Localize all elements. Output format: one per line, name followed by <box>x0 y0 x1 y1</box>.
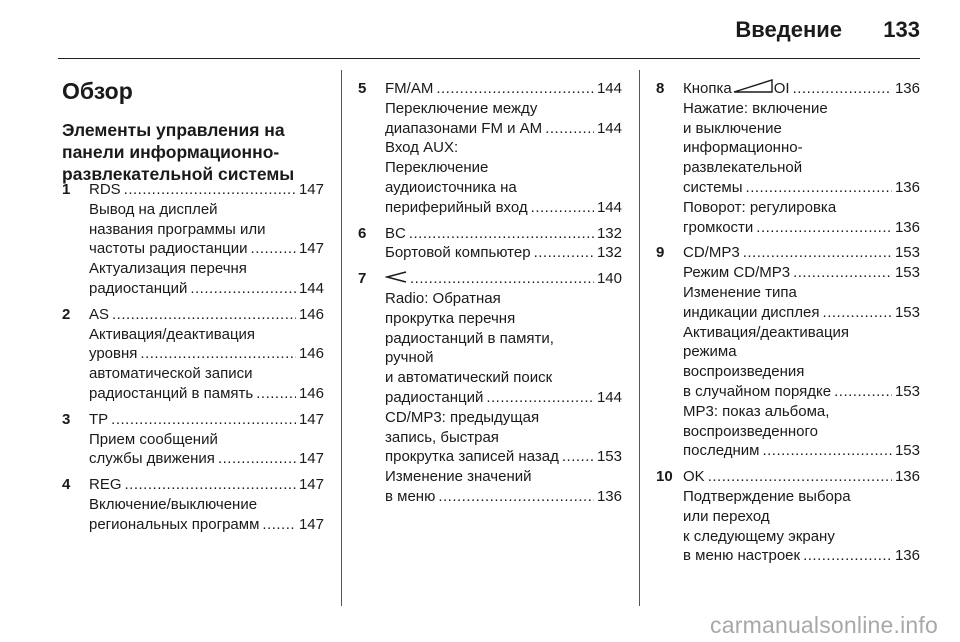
entry-line <box>89 259 324 279</box>
page-reference[interactable]: 153 <box>894 382 920 400</box>
entry-line <box>683 402 920 422</box>
entry-text: информационно- <box>683 139 803 157</box>
page-reference[interactable]: 146 <box>298 305 324 323</box>
page-reference[interactable]: 140 <box>596 270 622 288</box>
page-reference[interactable]: 132 <box>596 224 622 242</box>
section-subtitle: Элементы управления на панели информационно-развлекательной системы <box>62 120 295 184</box>
entry-line <box>385 428 622 448</box>
index-entry <box>62 410 324 469</box>
index-entry <box>62 475 324 534</box>
index-entry <box>62 305 324 404</box>
entry-line <box>89 220 324 240</box>
entry-text: Режим CD/MP3 <box>683 264 791 282</box>
entry-number: 9 <box>656 244 665 262</box>
entry-line <box>89 410 324 430</box>
entry-text: Включение/выключение <box>89 495 258 513</box>
entry-number: 6 <box>358 224 367 242</box>
entry-text: и автоматический поиск <box>385 369 553 387</box>
dot-leader <box>111 410 296 430</box>
entry-line <box>89 239 324 259</box>
entry-text: Подтверждение выбора <box>683 487 851 505</box>
dot-leader <box>125 475 296 495</box>
entry-line <box>385 447 622 467</box>
entry-text: Изменение типа <box>683 283 797 301</box>
entry-text: Кнопка <box>683 80 732 97</box>
page-reference[interactable]: 136 <box>596 487 622 505</box>
entry-line <box>385 99 622 119</box>
entry-line <box>683 178 920 198</box>
entry-text: AS <box>89 305 110 323</box>
page-reference[interactable]: 144 <box>298 279 324 297</box>
entry-text: прокрутка перечня <box>385 309 516 327</box>
page-reference[interactable]: 147 <box>298 410 324 428</box>
dot-leader <box>531 198 594 218</box>
entry-line <box>385 119 622 139</box>
entry-line <box>683 507 920 527</box>
entry-line <box>683 79 920 99</box>
dot-leader <box>793 79 892 99</box>
entry-line <box>89 180 324 200</box>
page-reference[interactable]: 136 <box>894 468 920 486</box>
dot-leader <box>545 119 594 139</box>
dot-leader <box>410 269 594 289</box>
page-reference[interactable]: 132 <box>596 244 622 262</box>
index-entry <box>358 224 622 264</box>
page-reference[interactable]: 153 <box>894 442 920 460</box>
dot-leader <box>438 487 594 507</box>
entry-line <box>683 198 920 218</box>
entry-line <box>683 422 920 442</box>
entry-text: Вход AUX: <box>385 139 459 157</box>
page-reference[interactable]: 147 <box>298 476 324 494</box>
entry-text: CD/MP3 <box>683 244 740 262</box>
page-reference[interactable]: 147 <box>298 240 324 258</box>
entry-line <box>89 495 324 515</box>
entry-text: Бортовой компьютер <box>385 244 531 262</box>
entry-text: BC <box>385 224 406 242</box>
entry-text: Нажатие: включение <box>683 99 828 117</box>
entry-line <box>683 441 920 461</box>
dot-leader <box>562 447 594 467</box>
entry-text: Изменение значений <box>385 468 532 486</box>
entry-text: аудиоисточника на <box>385 178 517 196</box>
dot-leader <box>743 243 892 263</box>
entry-text: развлекательной <box>683 159 803 177</box>
entry-line <box>683 527 920 547</box>
entry-text: системы <box>683 178 743 196</box>
entry-text: Radio: Обратная <box>385 289 501 307</box>
entry-text: TP <box>89 410 109 428</box>
page-reference[interactable]: 136 <box>894 547 920 565</box>
entry-text: индикации дисплея <box>683 303 820 321</box>
page-reference[interactable]: 146 <box>298 384 324 402</box>
dot-leader <box>218 449 296 469</box>
page-number: 133 <box>883 17 920 42</box>
dot-leader <box>534 243 594 263</box>
entry-text: последним <box>683 442 760 460</box>
entry-text: FM/AM <box>385 80 434 97</box>
entry-line <box>385 269 622 289</box>
page-reference[interactable]: 147 <box>298 515 324 533</box>
page-reference[interactable]: 136 <box>894 178 920 196</box>
entry-text: Актуализация перечня <box>89 260 247 278</box>
entry-line <box>385 467 622 487</box>
dot-leader <box>251 239 296 259</box>
entry-text: или переход <box>683 507 770 525</box>
entry-line <box>683 218 920 238</box>
entry-line <box>385 487 622 507</box>
entry-number: 1 <box>62 181 71 198</box>
entry-line <box>683 243 920 263</box>
entry-line <box>683 342 920 362</box>
entry-line <box>683 487 920 507</box>
entry-line <box>683 263 920 283</box>
dot-leader <box>834 382 892 402</box>
entry-line <box>89 449 324 469</box>
entry-text: воспроизведения <box>683 363 805 381</box>
entry-text: радиостанций в память <box>89 384 254 402</box>
index-entry <box>656 467 920 566</box>
entry-text: к следующему экрану <box>683 527 835 545</box>
entry-line <box>89 475 324 495</box>
dot-leader <box>708 467 892 487</box>
dot-leader <box>823 303 892 323</box>
entry-line <box>385 178 622 198</box>
entry-text: OI <box>773 80 790 97</box>
entry-line <box>683 323 920 343</box>
entry-text: частоты радиостанции <box>89 240 248 258</box>
column-2 <box>358 79 622 513</box>
entry-text: громкости <box>683 218 754 236</box>
entry-text: региональных программ <box>89 515 260 533</box>
volume-icon <box>732 79 774 99</box>
entry-line <box>683 546 920 566</box>
index-entry <box>358 269 622 507</box>
page-reference[interactable]: 146 <box>298 345 324 363</box>
dot-leader <box>762 441 892 461</box>
entry-text: прокрутка записей назад <box>385 448 559 466</box>
entry-number: 7 <box>358 270 367 288</box>
dot-leader <box>256 384 296 404</box>
entry-text: Переключение <box>385 159 489 177</box>
entry-text: уровня <box>89 345 138 363</box>
entry-text: службы движения <box>89 450 215 468</box>
index-entry <box>656 79 920 237</box>
dot-leader <box>436 79 594 99</box>
chapter-title: Введение <box>735 17 842 42</box>
entry-text: CD/MP3: предыдущая <box>385 408 540 426</box>
dot-leader <box>112 305 296 325</box>
page-reference[interactable]: 153 <box>596 448 622 466</box>
entry-line <box>89 325 324 345</box>
entry-number: 3 <box>62 410 71 428</box>
dot-leader <box>140 344 296 364</box>
entry-line <box>89 200 324 220</box>
section-title: Обзор <box>62 78 133 104</box>
dot-leader <box>746 178 892 198</box>
entry-line <box>385 309 622 329</box>
entry-line <box>385 198 622 218</box>
entry-text: Активация/деактивация <box>683 323 850 341</box>
entry-line <box>89 515 324 535</box>
entry-text: запись, быстрая <box>385 428 499 446</box>
entry-number: 4 <box>62 476 71 494</box>
entry-text: периферийный вход <box>385 198 528 216</box>
page-reference[interactable]: 136 <box>894 218 920 236</box>
entry-line <box>89 384 324 404</box>
page-reference[interactable]: 153 <box>894 264 920 282</box>
entry-line <box>683 303 920 323</box>
column-1 <box>62 180 324 541</box>
entry-text: автоматической записи <box>89 365 253 383</box>
entry-number: 2 <box>62 305 71 323</box>
entry-line <box>89 364 324 384</box>
entry-text: в меню <box>385 487 436 505</box>
entry-text: REG <box>89 476 122 494</box>
page-reference[interactable]: 144 <box>596 388 622 406</box>
dot-leader <box>262 515 296 535</box>
entry-text: радиостанций <box>89 279 188 297</box>
entry-line <box>683 138 920 158</box>
entry-line <box>385 243 622 263</box>
entry-text: Вывод на дисплей <box>89 200 218 218</box>
column-3 <box>656 79 920 572</box>
dot-leader <box>793 263 892 283</box>
entry-line <box>385 329 622 349</box>
entry-line <box>385 138 622 158</box>
page-reference[interactable]: 153 <box>894 303 920 321</box>
entry-text: OK <box>683 468 705 486</box>
entry-line <box>385 408 622 428</box>
entry-line <box>385 368 622 388</box>
entry-line <box>385 348 622 368</box>
entry-line <box>385 388 622 408</box>
entry-line <box>683 467 920 487</box>
index-entry <box>656 243 920 461</box>
entry-text: в случайном порядке <box>683 382 832 400</box>
column-divider <box>639 70 640 606</box>
entry-line <box>683 158 920 178</box>
dot-leader <box>124 180 296 200</box>
entry-number: 5 <box>358 80 367 97</box>
entry-text: воспроизведенного <box>683 422 819 440</box>
page-reference[interactable]: 153 <box>894 244 920 262</box>
entry-text: Поворот: регулировка <box>683 198 837 216</box>
entry-line <box>89 344 324 364</box>
dot-leader <box>409 224 594 244</box>
entry-text: MP3: показ альбома, <box>683 402 830 420</box>
entry-line <box>683 362 920 382</box>
index-entry <box>358 79 622 218</box>
entry-line <box>89 305 324 325</box>
entry-text: названия программы или <box>89 220 266 238</box>
dot-leader <box>803 546 892 566</box>
entry-line <box>89 430 324 450</box>
entry-number: 10 <box>656 468 673 486</box>
column-divider <box>341 70 342 606</box>
page-reference[interactable]: 144 <box>596 80 622 97</box>
entry-line <box>385 289 622 309</box>
entry-line <box>683 283 920 303</box>
page-reference[interactable]: 147 <box>298 450 324 468</box>
entry-text: режима <box>683 343 737 361</box>
entry-line <box>385 224 622 244</box>
index-entry <box>62 180 324 299</box>
entry-text: Переключение между <box>385 99 538 117</box>
dot-leader <box>190 279 296 299</box>
entry-text: и выключение <box>683 119 782 137</box>
entry-line <box>683 99 920 119</box>
seek-back-icon <box>385 269 407 289</box>
entry-text: Прием сообщений <box>89 430 218 448</box>
page-reference[interactable]: 136 <box>894 80 920 97</box>
entry-text: RDS <box>89 181 121 198</box>
page-reference[interactable]: 144 <box>596 198 622 216</box>
entry-line <box>89 279 324 299</box>
entry-line <box>385 158 622 178</box>
watermark: carmanualsonline.info <box>710 612 938 638</box>
dot-leader <box>756 218 892 238</box>
entry-line <box>683 119 920 139</box>
entry-line <box>683 382 920 402</box>
page-header <box>0 0 960 62</box>
page-reference[interactable]: 144 <box>596 119 622 137</box>
entry-text: Активация/деактивация <box>89 325 256 343</box>
entry-line <box>385 79 622 99</box>
entry-number: 8 <box>656 80 665 97</box>
entry-text: ручной <box>385 349 434 367</box>
header-divider <box>58 58 920 59</box>
page-reference[interactable]: 147 <box>298 181 324 198</box>
entry-text: диапазонами FM и AM <box>385 119 543 137</box>
dot-leader <box>486 388 594 408</box>
entry-text: в меню настроек <box>683 547 801 565</box>
entry-text: радиостанций <box>385 388 484 406</box>
entry-text: радиостанций в памяти, <box>385 329 554 347</box>
